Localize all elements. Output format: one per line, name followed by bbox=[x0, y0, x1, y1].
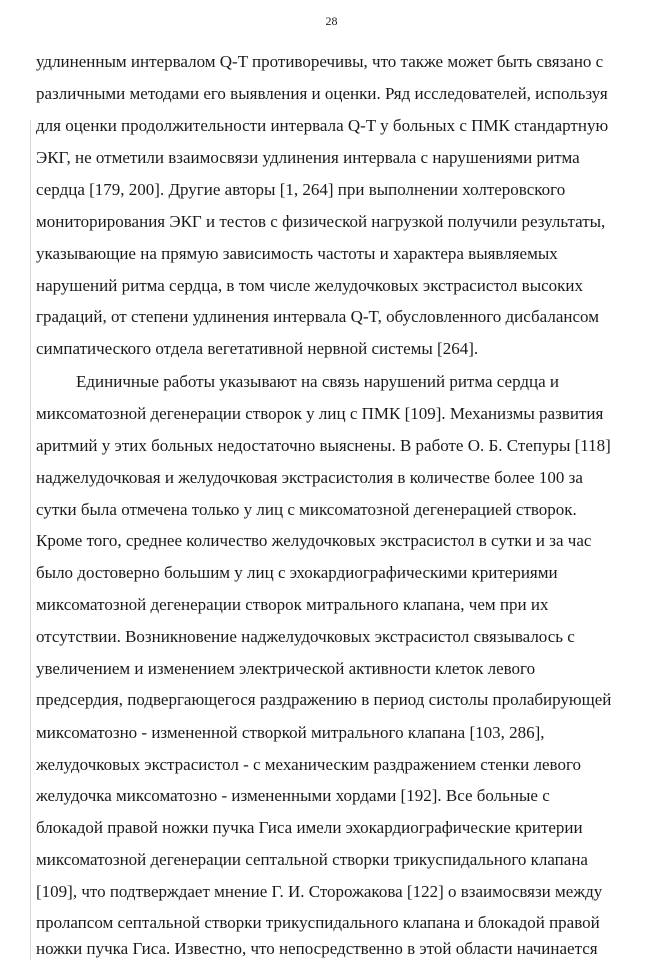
text-line: удлиненным интервалом Q-T противоречивы, что также может быть связано с bbox=[36, 52, 604, 71]
text-line: ЭКГ, не отметили взаимосвязи удлинения интервала с нарушениями ритма bbox=[36, 148, 580, 167]
text-line: желудочка миксоматозно - измененными хордами [192]. Все больные с bbox=[36, 786, 550, 805]
text-line-indented: Единичные работы указывают на связь нарушений ритма сердца и bbox=[76, 372, 560, 391]
text-line: для оценки продолжительности интервала Q-T у больных с ПМК стандартную bbox=[36, 116, 609, 135]
text-line: аритмий у этих больных недостаточно выяснены. В работе О. Б. Степуры [118] bbox=[36, 436, 611, 455]
text-line: отсутствии. Возникновение наджелудочковых экстрасистол связывалось с bbox=[36, 627, 575, 646]
text-line: нарушений ритма сердца, в том числе желудочковых экстрасистол высоких bbox=[36, 276, 584, 295]
text-line: блокадой правой ножки пучка Гиса имели эхокардиографические критерии bbox=[36, 818, 583, 837]
scan-edge-shadow bbox=[30, 120, 31, 960]
text-line: пролапсом септальной створки трикуспидального клапана и блокадой правой bbox=[36, 913, 600, 932]
text-line: увеличением и изменением электрической активности клеток левого bbox=[36, 659, 536, 678]
text-line: миксоматозной дегенерации створок у лиц с ПМК [109]. Механизмы развития bbox=[36, 404, 604, 423]
text-line: сердца [179, 200]. Другие авторы [1, 264] при выполнении холтеровского bbox=[36, 180, 566, 199]
text-line: градаций, от степени удлинения интервала Q-T, обусловленного дисбалансом bbox=[36, 307, 599, 326]
text-line: сутки была отмечена только у лиц с миксоматозной дегенерацией створок. bbox=[36, 500, 577, 519]
text-line: миксоматозной дегенерации септальной створки трикуспидального клапана bbox=[36, 850, 588, 869]
text-line: ножки пучка Гиса. Известно, что непосредственно в этой области начинается bbox=[36, 939, 598, 958]
text-line: наджелудочковая и желудочковая экстрасистолия в количестве более 100 за bbox=[36, 468, 583, 487]
text-line: различными методами его выявления и оценки. Ряд исследователей, используя bbox=[36, 84, 608, 103]
text-line: было достоверно большим у лиц с эхокардиографическими критериями bbox=[36, 563, 558, 582]
text-line: предсердия, подвергающегося раздражению в период систолы пролабирующей bbox=[36, 690, 612, 709]
text-line: Кроме того, среднее количество желудочковых экстрасистол в сутки и за час bbox=[36, 531, 592, 550]
text-line: желудочковых экстрасистол - с механическим раздражением стенки левого bbox=[36, 755, 582, 774]
text-line: миксоматозной дегенерации створок митрального клапана, чем при их bbox=[36, 595, 549, 614]
text-line: миксоматозно - измененной створкой митрального клапана [103, 286], bbox=[36, 723, 545, 742]
text-line: указывающие на прямую зависимость частоты и характера выявляемых bbox=[36, 244, 558, 263]
text-line: мониторирования ЭКГ и тестов с физической нагрузкой получили результаты, bbox=[36, 212, 606, 231]
text-line: [109], что подтверждает мнение Г. И. Сторожакова [122] о взаимосвязи между bbox=[36, 882, 603, 901]
text-line: симпатического отдела вегетативной нервной системы [264]. bbox=[36, 339, 479, 358]
page-number: 28 bbox=[325, 14, 338, 28]
